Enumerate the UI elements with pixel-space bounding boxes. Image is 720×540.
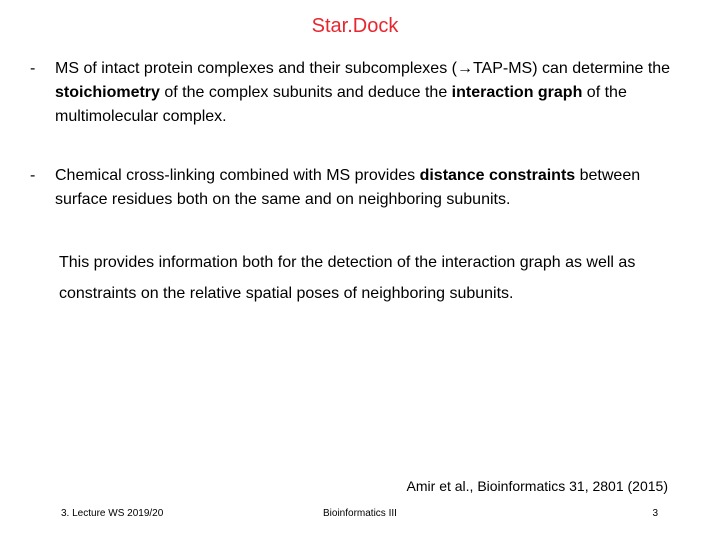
- slide-title: Star.Dock: [311, 15, 399, 37]
- bullet-stoichiometry: [30, 57, 690, 129]
- page-number: 3: [652, 508, 658, 519]
- bullet-text-part: of the multimolecular complex.: [55, 84, 627, 125]
- bold-term-interaction-graph: interaction graph: [451, 84, 583, 101]
- bold-term-stoichiometry: stoichiometry: [55, 84, 160, 101]
- bullet-text: [55, 164, 690, 212]
- bullet-text-part: MS of intact protein complexes and their subcomplexes (→TAP-MS) can determine the: [55, 60, 671, 77]
- bullet-text-part: Chemical cross-linking combined with MS provides: [55, 167, 420, 184]
- bold-term-distance-constraints: distance constraints: [419, 167, 576, 184]
- citation: Amir et al., Bioinformatics 31, 2801 (2015): [406, 478, 668, 494]
- bullet-dash: -: [30, 167, 36, 184]
- summary-paragraph: This provides information both for the detection of the interaction graph as well as constraints on the relative spatial poses of neighboring subunits.: [59, 254, 636, 302]
- bullet-text: [55, 57, 690, 129]
- footer-course: Bioinformatics III: [323, 508, 397, 519]
- bullet-cross-linking: [30, 164, 690, 212]
- bullet-text-part: of the complex subunits and deduce the: [159, 84, 452, 101]
- bullet-dash: -: [30, 60, 36, 77]
- footer-lecture: 3. Lecture WS 2019/20: [61, 508, 164, 519]
- bullet-text-part: between surface residues both on the same and on neighboring subunits.: [55, 167, 641, 208]
